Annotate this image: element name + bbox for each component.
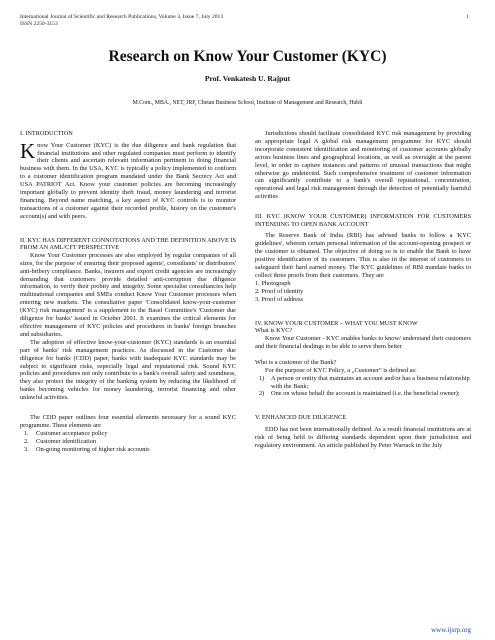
author-affiliation: M.Com., MBA., NET, JRF, Chetan Business School, Institute of Management and Research, Hubli [132, 100, 363, 106]
drop-cap: K [20, 138, 36, 163]
section-heading-introduction: I. INTRODUCTION [20, 130, 73, 137]
list-item: 3. Proof of address [255, 295, 303, 303]
list-item: 2. Proof of identity [255, 287, 304, 295]
list-item: 2. Customer identification [24, 437, 97, 445]
question-what-is-kyc: What is KYC? [255, 327, 293, 335]
paragraph-customer-definition: For the purpose of KYC Policy, a „Customer" is defined as: [265, 366, 417, 374]
kyc-proofs-list [255, 280, 471, 304]
intro-paragraph [20, 138, 236, 221]
list-item: 1. Customer acceptance policy [24, 429, 108, 437]
customer-definition-list [255, 375, 471, 399]
section-heading-know-your-customer: IV. KNOW YOUR CUSTOMER – WHAT YOU MUST KNOW [255, 319, 418, 327]
cdd-elements-list [20, 430, 236, 454]
author-name: Prof. Venkatesh U. Rajput [204, 74, 291, 83]
intro-text: now Your Customer (KYC) is the due diligence and bank regulation that financial institutions and other regulated companies must perform to identify their clients and ascertain relevant information pertinent to doing financial business with them. In the USA, KYC is typically a policy implemented to conform to a customer identification program mandated under the Bank Secrecy Act and USA PATRIOT Act. Know your customer policies are becoming increasingly important globally to prevent identity theft fraud, money laundering and terrorist financing. Beyond name matching, a key aspect of KYC controls is to monitor transactions of a customer against their recorded profile, history on the customer's account(s) and with peers. [20, 141, 236, 220]
section-heading-enhanced-due-diligence: V. ENHANCED DUE DILIGENCE [255, 414, 347, 422]
journal-line: International Journal of Scientific and Research Publications, Volume 3, Issue 7, July 2013 [20, 14, 224, 20]
section-heading-kyc-information: III. KYC (KNOW YOUR CUSTOMER) INFORMATION FOR CUSTOMERS INTENDING TO OPEN BANK ACCOUNT [255, 213, 471, 228]
question-who-is-customer: Who is a customer of the Bank? [255, 358, 337, 366]
paragraph-edd: EDD has not been internationally defined. As a result financial institutions are at risk of being held to differing standards dependent upon their jurisdiction and regulatory environment. An article published by Peter Warrack in the July [255, 425, 471, 449]
list-item: 1. Photograph [255, 279, 291, 287]
running-header [20, 14, 223, 28]
section-heading-kyc-connotations: II. KYC HAS DIFFERENT CONNOTATIONS AND THE DEFINITION ABOVE IS FROM AN AML/CFT PERSPECTIVE [20, 236, 236, 252]
left-column [20, 130, 236, 454]
paragraph-cdd-elements: The CDD paper outlines four essential elements necessary for a sound KYC programme. These elements are [20, 414, 236, 429]
list-item: 1) A person or entity that maintains an account and/or has a business relationship with the Bank; [259, 374, 470, 390]
page-number: 1 [466, 14, 469, 20]
right-column [255, 130, 471, 450]
list-item: 2) One on whose behalf the account is maintained (i.e. the beneficial owner); [259, 390, 460, 398]
paper-title: Research on Know Your Customer (KYC) [108, 48, 387, 65]
paragraph-kyc-definition: Know Your Customer - KYC enables banks to know/ understand their customers and their financial dealings to be able to serve them better [255, 335, 471, 350]
paragraph-kyc-standards: The adoption of effective know-your-customer (KYC) standards is an essential part of banks' risk management practices. As discussed in the Customer due diligence for banks (CDD) paper, banks with inadequate KYC standards may be subject to significant risks, especially legal and reputational risk. Sound KYC policies and procedures not only contribute to a bank's overall safety and soundness, they also protect the integrity of the banking system by reducing the likelihood of banks becoming vehicles for money laundering, terrorist financing and other unlawful activities. [20, 338, 236, 402]
list-item: 3. On-going monitoring of higher risk accounts [24, 445, 150, 453]
paragraph-kyc-processes: Know Your Customer processes are also employed by regular companies of all sizes, for the purpose of ensuring their proposed agents', consultants' or distributors' anti-bribery compliance. Banks, insurers and export credit agencies are increasingly demanding that customers provide detailed anti-corruption due diligence information, to verify their probity and integrity. Some specialist consultancies help multinational companies and SMEs conduct Know Your Customer processes when entering new markets. The consultative paper 'Consolidated know-your-customer (KYC) risk management' is a supplement to the Basel Committee's 'Customer due diligence for banks' issued in October 2001. It examines the critical elements for effective management of KYC policies and procedures in banks' foreign branches and subsidiaries. [20, 251, 236, 338]
paragraph-jurisdictions: Jurisdictions should facilitate consolidated KYC risk management by providing an appropriate legal A global risk management programme for KYC should incorporate consistent identification and monitoring of customer accounts globally across business lines and geographical locations, as well as oversight at the parent level, in order to capture instances and patterns of unusual transactions that might otherwise go undetected. Such comprehensive treatment of customer information can significantly contribute to a bank's overall reputational, concentration, operational and legal risk management through the detection of potentially harmful activities [255, 130, 471, 201]
journal-website-link[interactable]: www.ijsrp.org [431, 626, 471, 634]
issn-line: ISSN 2250-3153 [20, 21, 58, 27]
paragraph-rbi-guidelines: The Reserve Bank of India (RBI) has advised banks to follow a 'KYC guidelines', wherein certain personal information of the account-opening prospect or the customer is obtained. The objective of doing so is to enable the Bank to have positive identification of its customers. This is also in the interest of customers to safeguard their hard earned money. The KYC guidelines of RBI mandate banks to collect three proofs from their customers. They are [255, 232, 471, 279]
